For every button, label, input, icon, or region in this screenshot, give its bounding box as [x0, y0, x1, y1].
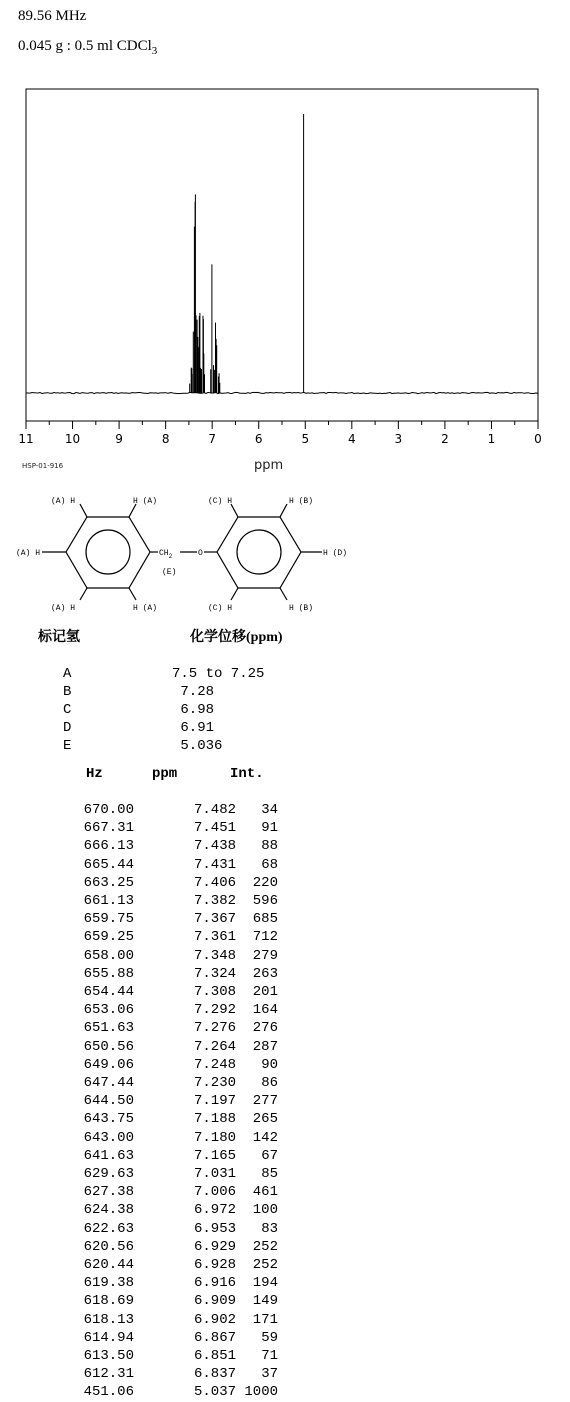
- x-tick-label: 0: [534, 432, 542, 446]
- peak-hz: 613.50: [83, 1348, 134, 1364]
- peak-ppm: 7.165: [193, 1147, 236, 1164]
- peak-ppm: 7.382: [193, 893, 236, 909]
- peak-intensity: 149: [252, 1293, 278, 1310]
- peak-ppm: 7.451: [193, 820, 236, 837]
- peak-hz: 658.00: [83, 947, 134, 964]
- x-tick-label: 9: [115, 432, 123, 446]
- assignment-header-shift: 化学位移(ppm): [190, 630, 283, 645]
- peak-lines: [190, 114, 304, 393]
- peak-hz: 624.38: [83, 1202, 134, 1219]
- peak-hz: 643.00: [83, 1129, 134, 1146]
- x-axis-ticks: [18, 421, 541, 446]
- peak-hz: 665.44: [83, 856, 134, 873]
- peak-intensity: 59: [261, 1329, 278, 1346]
- sample-text: 0.045 g : 0.5 ml CDCl: [18, 38, 152, 54]
- peak-hz: 653.06: [83, 1002, 134, 1019]
- peak-ppm: 7.348: [193, 947, 236, 964]
- peak-hz: 659.75: [83, 911, 134, 928]
- spectrum-code: HSP-01-916: [22, 462, 64, 470]
- peak-intensity: 712: [252, 929, 278, 946]
- x-axis-label: ppm: [254, 458, 284, 473]
- peak-ppm: 6.902: [193, 1311, 236, 1328]
- peak-ppm: 7.264: [193, 1038, 236, 1055]
- peak-intensity: 90: [261, 1056, 278, 1073]
- x-tick-label: 7: [208, 432, 217, 446]
- x-tick-label: 1: [487, 432, 496, 446]
- peak-ppm: 7.431: [193, 856, 236, 873]
- peak-ppm: 6.972: [193, 1202, 236, 1219]
- peak-intensity: 252: [252, 1257, 278, 1273]
- label-d-right: H (D): [323, 549, 348, 558]
- label-a-bottom-left: (A) H: [51, 604, 76, 613]
- label-b-bottom-right: H (B): [289, 604, 314, 613]
- peak-hz: 654.44: [83, 984, 134, 1000]
- peak-ppm: 5.037: [193, 1384, 236, 1401]
- peak-hz: 666.13: [83, 838, 134, 855]
- peak-ppm: 7.482: [193, 802, 236, 818]
- peak-ppm: 7.308: [193, 984, 236, 1000]
- x-tick-label: 10: [64, 432, 81, 446]
- peak-ppm: 7.197: [193, 1093, 236, 1110]
- peak-ppm: 7.438: [193, 838, 236, 855]
- peak-ppm: 6.909: [193, 1293, 236, 1310]
- header-ppm: ppm: [152, 766, 178, 782]
- peak-intensity: 171: [252, 1311, 278, 1328]
- peak-intensity: 194: [252, 1275, 278, 1292]
- label-c-bottom-left: (C) H: [208, 604, 233, 613]
- peak-hz: 622.63: [83, 1220, 134, 1237]
- peak-ppm: 7.230: [193, 1075, 236, 1091]
- spectrum-trace: [26, 392, 538, 393]
- peak-ppm: 7.406: [193, 874, 236, 891]
- peak-hz: 661.13: [83, 893, 134, 909]
- peak-ppm: 7.367: [193, 911, 236, 928]
- peak-intensity: 265: [252, 1111, 278, 1128]
- benzene-ring-right: [217, 517, 301, 588]
- peak-intensity: 252: [252, 1238, 278, 1255]
- header-int: Int.: [230, 766, 264, 782]
- peak-intensity: 37: [261, 1366, 278, 1383]
- peak-intensity: 685: [252, 911, 278, 928]
- peak-intensity: 142: [252, 1129, 278, 1146]
- peak-ppm: 7.188: [193, 1111, 236, 1128]
- peak-intensity: 34: [261, 802, 278, 818]
- peak-hz: 614.94: [83, 1329, 134, 1346]
- sample-subscript: 3: [151, 45, 158, 57]
- peak-intensity: 85: [261, 1166, 278, 1182]
- peak-hz: 650.56: [83, 1038, 134, 1055]
- peak-ppm: 7.180: [193, 1129, 236, 1146]
- peak-ppm: 6.916: [193, 1275, 236, 1292]
- peak-hz: 612.31: [83, 1366, 134, 1383]
- label-b-top-right: H (B): [289, 497, 314, 506]
- peak-hz: 627.38: [83, 1184, 134, 1201]
- peak-ppm: 6.867: [193, 1329, 236, 1346]
- peak-hz: 655.88: [83, 965, 134, 982]
- header-hz: Hz: [86, 766, 103, 782]
- peak-hz: 629.63: [83, 1166, 134, 1182]
- peak-ppm: 6.953: [193, 1220, 236, 1237]
- plot-frame: [26, 89, 538, 421]
- peak-intensity: 1000: [244, 1384, 278, 1401]
- peak-hz: 659.25: [83, 929, 134, 946]
- x-tick-label: 8: [161, 432, 170, 446]
- peak-intensity: 277: [252, 1093, 278, 1110]
- peak-ppm: 7.361: [193, 929, 236, 946]
- peak-hz: 618.69: [83, 1293, 134, 1310]
- label-a-bottom-right: H (A): [133, 604, 158, 613]
- peak-intensity: 596: [252, 893, 278, 909]
- peak-hz: 619.38: [83, 1275, 134, 1292]
- peak-hz: 451.06: [83, 1384, 134, 1401]
- peak-intensity: 86: [261, 1075, 278, 1091]
- peak-intensity: 91: [261, 820, 278, 837]
- peak-ppm: 6.928: [193, 1257, 236, 1273]
- peak-intensity: 100: [252, 1202, 278, 1219]
- x-tick-label: 2: [441, 432, 449, 446]
- peak-hz: 670.00: [83, 802, 134, 818]
- aromatic-circle-right: [237, 530, 281, 574]
- peak-hz: 644.50: [83, 1093, 134, 1110]
- peak-ppm: 6.929: [193, 1238, 236, 1255]
- x-tick-label: 6: [254, 432, 263, 446]
- peak-ppm: 7.248: [193, 1056, 236, 1073]
- peak-intensity: 461: [252, 1184, 278, 1201]
- peak-ppm: 7.292: [193, 1002, 236, 1019]
- aromatic-circle-left: [86, 530, 130, 574]
- x-tick-label: 3: [394, 432, 403, 446]
- nmr-spectrum-chart: [0, 80, 570, 460]
- label-a-top-left: (A) H: [51, 497, 76, 506]
- peak-intensity: 68: [261, 856, 278, 873]
- peak-intensity: 276: [252, 1020, 278, 1037]
- peak-hz: 643.75: [83, 1111, 134, 1128]
- peak-ppm: 7.031: [193, 1166, 236, 1182]
- label-oxygen: O: [198, 549, 203, 558]
- peak-hz: 620.56: [83, 1238, 134, 1255]
- label-ch2: $CH_2$: [159, 549, 173, 560]
- label-e: (E): [162, 568, 177, 577]
- peak-intensity: 201: [252, 984, 278, 1000]
- peak-hz: 647.44: [83, 1075, 134, 1091]
- label-a-top-right: H (A): [133, 497, 158, 506]
- peak-intensity: 83: [261, 1220, 278, 1237]
- spectrometer-frequency: 89.56 MHz: [18, 8, 87, 24]
- peak-intensity: 164: [252, 1002, 278, 1019]
- peak-hz: 663.25: [83, 874, 134, 891]
- peak-hz: 667.31: [83, 820, 134, 837]
- x-tick-label: 4: [347, 432, 356, 446]
- peak-intensity: 263: [252, 965, 278, 982]
- molecule-structure: [0, 490, 570, 620]
- peak-hz: 620.44: [83, 1257, 134, 1273]
- peak-ppm: 6.837: [193, 1366, 236, 1383]
- x-tick-label: 11: [18, 432, 34, 446]
- peak-hz: 641.63: [83, 1147, 134, 1164]
- peak-intensity: 88: [261, 838, 278, 855]
- sample-description: [18, 38, 157, 57]
- x-tick-label: 5: [301, 432, 310, 446]
- peak-ppm: 6.851: [193, 1348, 236, 1364]
- peak-ppm: 7.006: [193, 1184, 236, 1201]
- peak-ppm: 7.324: [193, 965, 236, 982]
- peak-hz: 649.06: [83, 1056, 134, 1073]
- benzene-ring-left: [66, 517, 150, 588]
- peak-hz: 651.63: [83, 1020, 134, 1037]
- peak-hz: 618.13: [83, 1311, 134, 1328]
- peak-intensity: 67: [261, 1147, 278, 1164]
- assignment-header-hydrogen: 标记氢: [38, 630, 80, 645]
- peak-intensity: 220: [252, 874, 278, 891]
- label-a-left: (A) H: [16, 549, 41, 558]
- peak-intensity: 279: [252, 947, 278, 964]
- label-c-top-left: (C) H: [208, 497, 233, 506]
- peak-ppm: 7.276: [193, 1020, 236, 1037]
- peak-intensity: 71: [261, 1348, 278, 1364]
- peak-intensity: 287: [252, 1038, 278, 1055]
